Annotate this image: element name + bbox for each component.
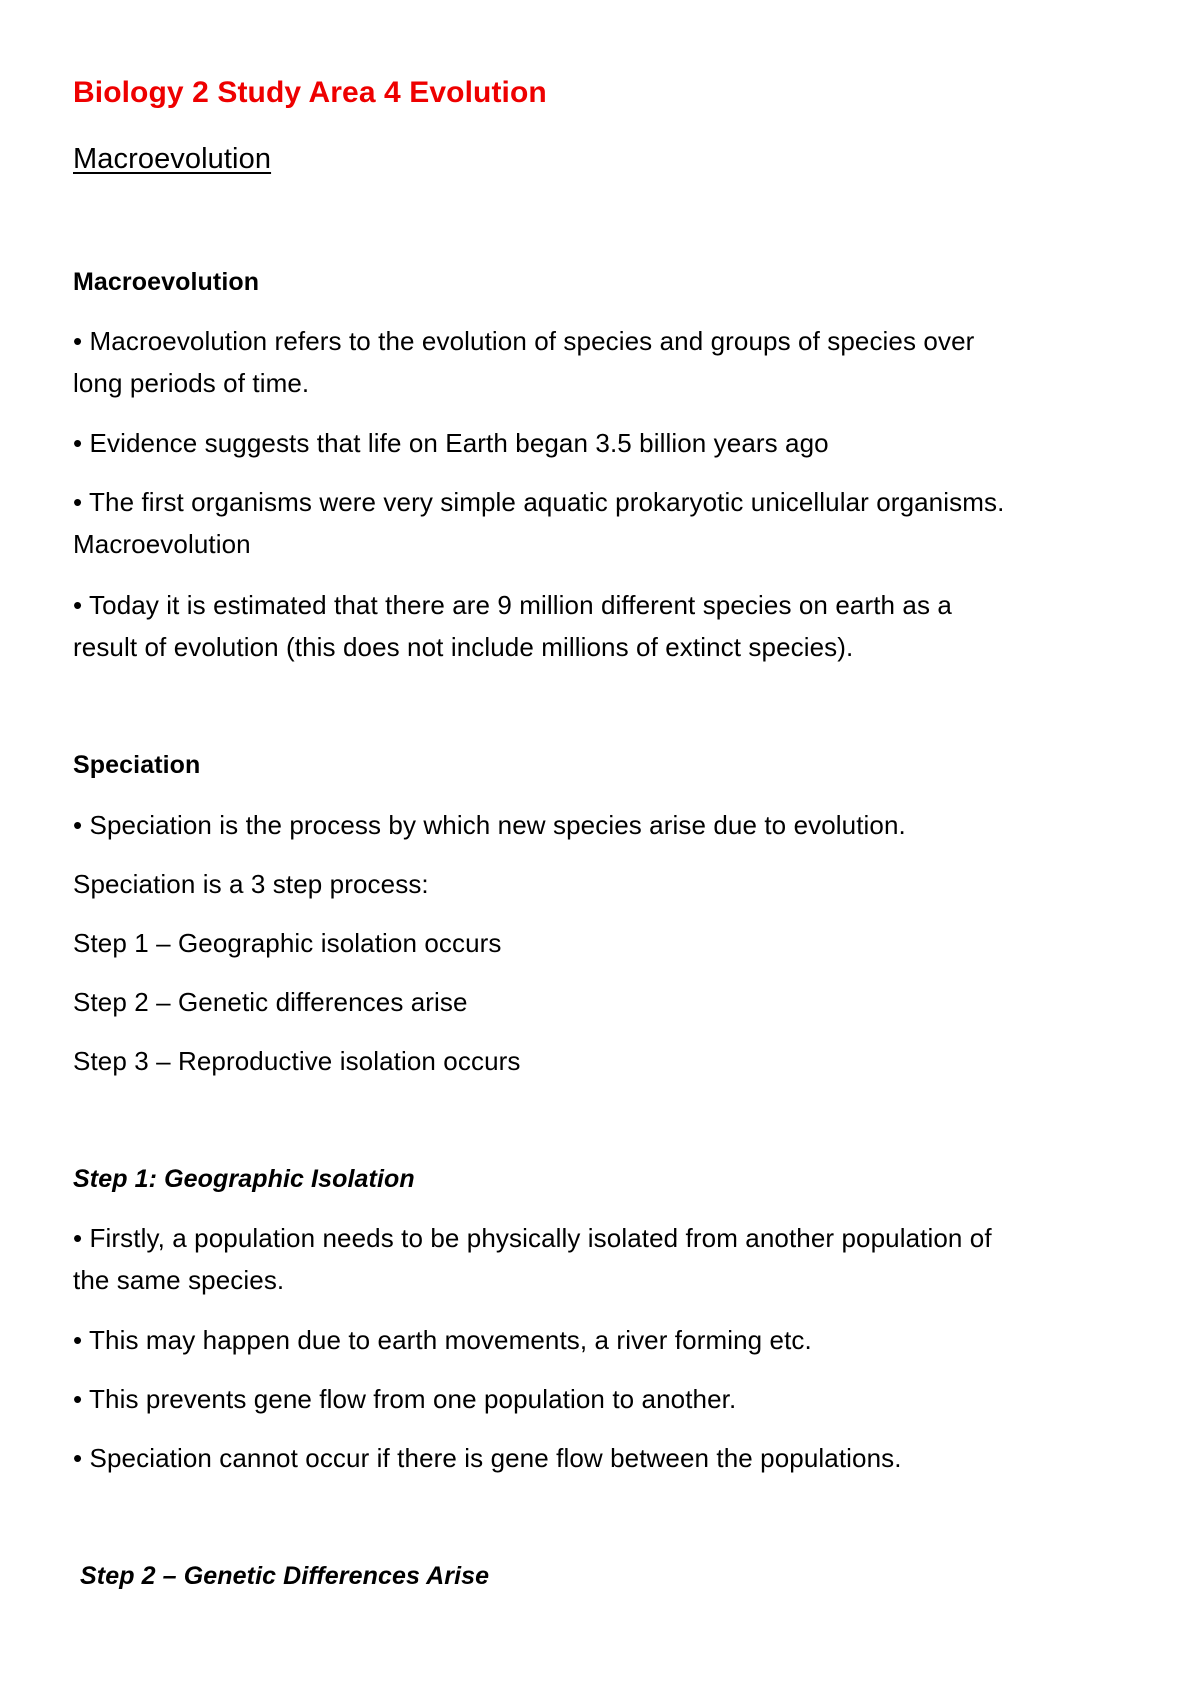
document-subtitle: Macroevolution [73,143,272,175]
step-1-heading: Step 1: Geographic Isolation [73,1165,415,1193]
step-1-bullet-2: • This may happen due to earth movements, a river forming etc. [73,1325,812,1355]
macroevolution-heading: Macroevolution [73,268,260,296]
macro-bullet-1-line-2: long periods of time. [73,368,310,398]
step-1-bullet-1-line-1: • Firstly, a population needs to be physically isolated from another population of [73,1223,992,1253]
step-1-bullet-4: • Speciation cannot occur if there is gene flow between the populations. [73,1443,902,1473]
macro-bullet-3-line-1: • The first organisms were very simple aquatic prokaryotic unicellular organisms. [73,487,1005,517]
macro-bullet-3-line-2: Macroevolution [73,529,251,559]
speciation-intro: Speciation is a 3 step process: [73,869,429,899]
macro-bullet-2: • Evidence suggests that life on Earth began 3.5 billion years ago [73,428,829,458]
step-2-heading: Step 2 – Genetic Differences Arise [80,1562,490,1590]
speciation-step-1: Step 1 – Geographic isolation occurs [73,928,502,958]
speciation-step-2: Step 2 – Genetic differences arise [73,987,468,1017]
speciation-bullet-1: • Speciation is the process by which new species arise due to evolution. [73,810,906,840]
document-title: Biology 2 Study Area 4 Evolution [73,76,547,109]
step-1-bullet-3: • This prevents gene flow from one population to another. [73,1384,737,1414]
step-1-bullet-1-line-2: the same species. [73,1265,285,1295]
macro-bullet-4-line-1: • Today it is estimated that there are 9 million different species on earth as a [73,590,952,620]
speciation-step-3: Step 3 – Reproductive isolation occurs [73,1046,521,1076]
macro-bullet-4-line-2: result of evolution (this does not include millions of extinct species). [73,632,854,662]
macro-bullet-1-line-1: • Macroevolution refers to the evolution of species and groups of species over [73,326,975,356]
speciation-heading: Speciation [73,751,201,779]
